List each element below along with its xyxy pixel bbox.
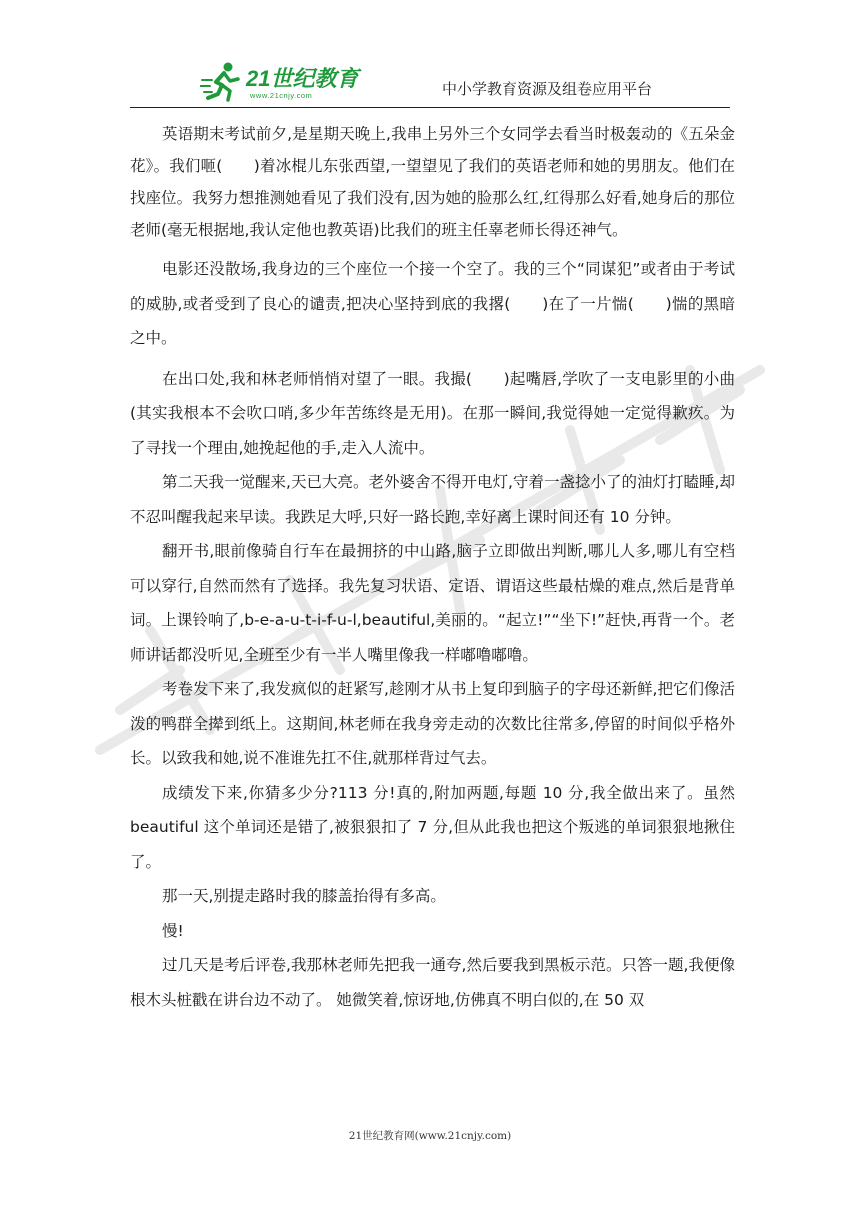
- paragraph: 考卷发下来了,我发疯似的赶紧写,趁刚才从书上复印到脑子的字母还新鲜,把它们像活泼的鸭群全撵到纸上。这期间,林老师在我身旁走动的次数比往常多,停留的时间似乎格外长。以致我和她,说不准谁先扛不住,就那样背过气去。: [130, 680, 735, 767]
- paragraph: 电影还没散场,我身边的三个座位一个接一个空了。我的三个“同谋犯”或者由于考试的威胁,或者受到了良心的谴责,把决心坚持到底的我撂( )在了一片惴( )惴的黑暗之中。: [130, 260, 735, 347]
- logo-url: www.21cnjy.com: [250, 91, 313, 100]
- article-body: [130, 118, 735, 1017]
- paragraph: 那一天,别提走路时我的膝盖抬得有多高。: [162, 887, 446, 905]
- logo-wordmark: 21世纪教育: [246, 66, 359, 91]
- running-man-icon: [200, 60, 244, 104]
- paragraph: 英语期末考试前夕,是星期天晚上,我串上另外三个女同学去看当时极轰动的《五朵金花》。我们咂( )着冰棍儿东张西望,一望望见了我们的英语老师和她的男朋友。他们在找座位。我努力想推测她看见了我们没有,因为她的脸那么红,红得那么好看,她身后的那位老师(毫无根据地,我认定他也教英语)比我们的班主任辜老师长得还神气。: [130, 125, 735, 239]
- paragraph: 在出口处,我和林老师悄悄对望了一眼。我撮( )起嘴唇,学吹了一支电影里的小曲(其实我根本不会吹口哨,多少年苦练终是无用)。在那一瞬间,我觉得她一定觉得歉疚。为了寻找一个理由,她挽起他的手,走入人流中。: [130, 369, 735, 457]
- paragraph: 过几天是考后评卷,我那林老师先把我一通夸,然后要我到黑板示范。只答一题,我便像根木头桩戳在讲台边不动了。 她微笑着,惊讶地,仿佛真不明白似的,在 50 双: [130, 956, 735, 1009]
- site-logo: [200, 60, 360, 104]
- paragraph: 慢!: [162, 921, 184, 940]
- page-header: [130, 56, 730, 110]
- page-footer: 21世纪教育网(www.21cnjy.com): [348, 1130, 512, 1142]
- platform-title: 中小学教育资源及组卷应用平台: [441, 80, 652, 98]
- paragraph: 翻开书,眼前像骑自行车在最拥挤的中山路,脑子立即做出判断,哪儿人多,哪儿有空档可以穿行,自然而然有了选择。我先复习状语、定语、谓语这些最枯燥的难点,然后是背单词。上课铃响了,b-e-a-u-t-i-f-u-l,beautiful,美丽的。“起立!”“坐下!”赶快,再背一个。老师讲话都没听见,全班至少有一半人嘴里像我一样嘟噜嘟噜。: [130, 542, 735, 664]
- paragraph: 第二天我一觉醒来,天已大亮。老外婆舍不得开电灯,守着一盏捻小了的油灯打瞌睡,却不忍叫醒我起来早读。我跌足大呼,只好一路长跑,幸好离上课时间还有 10 分钟。: [130, 473, 735, 526]
- paragraph: 成绩发下来,你猜多少分?113 分!真的,附加两题,每题 10 分,我全做出来了。虽然 beautiful 这个单词还是错了,被狠狠扣了 7 分,但从此我也把这个叛逃的单词狠狠地揪住了。: [130, 783, 735, 871]
- header-divider: [130, 107, 730, 108]
